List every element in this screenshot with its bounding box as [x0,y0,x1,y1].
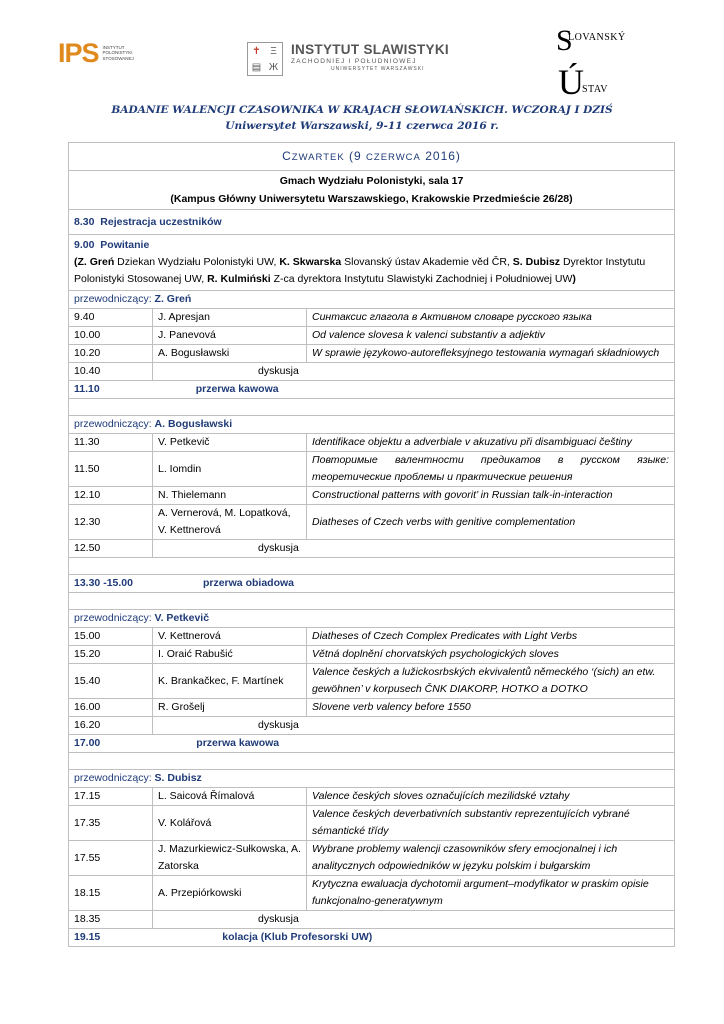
welcome-paren: ( [74,256,78,268]
welcome-paren: ) [572,273,576,285]
lunch-label: przerwa obiadowa [202,577,294,589]
registration-label: Rejestracja uczestników [100,215,222,228]
instytut-university: UNIWERSYTET WARSZAWSKI [331,66,425,72]
registration [69,210,675,235]
chair-name: A. Bogusławski [154,418,233,430]
talk-speaker: A. Przepiórkowski [153,876,307,911]
talk-title: Od valence slovesa k valenci substantiv a adjektiv [307,327,675,345]
break-label: przerwa kawowa [195,383,279,395]
break-label: przerwa kawowa [196,737,280,749]
talk-speaker: I. Oraić Rabušić [153,646,307,664]
welcome-role: Dziekan Wydziału Polonistyki UW, [114,256,280,268]
talk-title: W sprawie językowo-autorefleksyjnego testowania wymagań składniowych [307,345,675,363]
talk-title: Diatheses of Czech Complex Predicates with Light Verbs [307,628,675,646]
su-logo-line1: LOVANSKÝ [568,32,626,43]
talk-time: 10.20 [69,345,153,363]
talk-speaker: A. Vernerová, M. Lopatková, V. Kettnerová [153,505,307,540]
registration-time: 8.30 [74,215,95,228]
talk-row [69,345,675,363]
talk-title: Повторимые валентности предикатов в русском языке: теоретические проблемы и практические решения [307,452,675,487]
talk-time: 11.30 [69,434,153,452]
talk-time: 16.00 [69,699,153,717]
day-header-part: 2016) [420,148,461,163]
talk-row [69,505,675,540]
lunch-row [69,575,675,593]
discussion-row [69,911,675,929]
lunch-break [69,575,675,593]
talk-row [69,646,675,664]
welcome-name: R. Kulmiński [207,273,271,285]
discussion-time: 12.50 [69,540,153,558]
talk-time: 12.10 [69,487,153,505]
talk-speaker: V. Petkevič [153,434,307,452]
talk-speaker: A. Bogusławski [153,345,307,363]
talk-time: 15.00 [69,628,153,646]
chair-label: przewodniczący: [74,612,155,624]
talk-row [69,876,675,911]
break-time: 11.10 [74,383,100,395]
day-header-part: CZERWCA [366,151,421,163]
talk-row [69,327,675,345]
chair-row [69,770,675,788]
talk-speaker: J. Mazurkiewicz-Sułkowska, A. Zatorska [153,841,307,876]
talk-time: 15.20 [69,646,153,664]
talk-speaker: N. Thielemann [153,487,307,505]
talk-speaker: R. Grošelj [153,699,307,717]
welcome-role: Z-ca dyrektora Instytutu Slawistyki Zachodniej i Południowej UW [270,273,573,285]
coffee-break [69,735,675,753]
welcome-row [69,235,675,291]
instytut-title: INSTYTUT SLAWISTYKI [291,42,449,57]
dinner-label: kolacja (Klub Profesorski UW) [222,931,373,943]
discussion-label: dyskusja [153,717,675,735]
talk-time: 17.55 [69,841,153,876]
programme-table [68,142,675,947]
dinner [69,929,675,947]
talk-speaker: K. Brankačkec, F. Martínek [153,664,307,699]
dinner-row [69,929,675,947]
talk-title: Slovene verb valency before 1550 [307,699,675,717]
discussion-label: dyskusja [153,540,675,558]
talk-title: Valence českých a lužickosrbských ekvivalentů německého ‘(sich) an etw. gewöhnen’ v korpusech ČNK DIAKORP, HOTKO a DOTKO [307,664,675,699]
talk-time: 15.40 [69,664,153,699]
welcome-name: Z. Greń [77,256,115,268]
welcome-name: S. Dubisz [512,256,561,268]
talk-row [69,452,675,487]
talk-title: Diatheses of Czech verbs with genitive complementation [307,505,675,540]
su-logo-u: Ú [558,62,584,102]
day-header [69,143,675,171]
break-time: 17.00 [74,737,101,749]
talk-row [69,309,675,327]
welcome-role: Dyrektor Instytutu Polonistyki Stosowanej UW, [74,256,646,285]
talk-speaker: L. Saicová Římalová [153,788,307,806]
day-header-part: C [282,148,292,163]
talk-time: 10.00 [69,327,153,345]
welcome-speakers [74,254,669,288]
chair-name: Z. Greń [154,293,192,305]
welcome-time: 9.00 [74,239,95,251]
welcome-name: K. Skwarska [279,256,342,268]
chair-row [69,291,675,309]
venue-line2: (Kampus Główny Uniwersytetu Warszawskiego, Krakowskie Przedmieście 26/28) [170,193,573,205]
talk-row [69,487,675,505]
welcome-role: Slovanský ústav Akademie věd ČR, [341,256,513,268]
talk-time: 18.15 [69,876,153,911]
spacer-row [69,399,675,416]
talk-title: Valence českých sloves označujících mezilidské vztahy [307,788,675,806]
discussion-time: 16.20 [69,717,153,735]
welcome [69,235,675,291]
session-chair [69,416,675,434]
discussion-row [69,363,675,381]
talk-row [69,841,675,876]
discussion-time: 10.40 [69,363,153,381]
break-row [69,381,675,399]
chair-row [69,610,675,628]
talk-time: 17.15 [69,788,153,806]
day-header-row [69,143,675,171]
venue [69,171,675,210]
ips-logo-mark: IPS [58,38,99,68]
instytut-slawistyki-logo [247,42,449,76]
coffee-break [69,381,675,399]
talk-title: Синтаксис глагола в Активном словаре русского языка [307,309,675,327]
chair-label: przewodniczący: [74,418,155,430]
talk-title: Wybrane problemy walencji czasowników sfery emocjonalnej i ich analitycznych odpowiedników w języku polskim i bułgarskim [307,841,675,876]
registration-row [69,210,675,235]
talk-title: Krytyczna ewaluacja dychotomii argument–modyfikator w praskim opisie funkcjonalno-generatywnym [307,876,675,911]
talk-time: 11.50 [69,452,153,487]
conference-heading [0,102,724,134]
dinner-time: 19.15 [74,931,101,943]
chair-label: przewodniczący: [74,293,155,305]
chair-label: przewodniczący: [74,772,155,784]
discussion-label: dyskusja [153,911,675,929]
spacer-row [69,558,675,575]
session-chair [69,770,675,788]
welcome-label: Powitanie [100,239,150,251]
chair-name: S. Dubisz [154,772,202,784]
su-logo-s: S [556,24,573,57]
session-chair [69,291,675,309]
day-header-part: (9 [344,148,367,163]
talk-time: 17.35 [69,806,153,841]
session-chair [69,610,675,628]
talk-speaker: J. Apresjan [153,309,307,327]
discussion-row [69,717,675,735]
discussion-time: 18.35 [69,911,153,929]
slovansky-ustav-logo [556,24,626,106]
header-logos [0,18,724,102]
talk-row [69,628,675,646]
talk-speaker: V. Kettnerová [153,628,307,646]
talk-time: 9.40 [69,309,153,327]
talk-title: Valence českých deverbativních substantiv reprezentujících vybrané sémantické třídy [307,806,675,841]
conference-title: BADANIE WALENCJI CZASOWNIKA W KRAJACH SŁOWIAŃSKICH. WCZORAJ I DZIŚ [111,104,613,116]
instytut-subtitle: ZACHODNIEJ I POŁUDNIOWEJ [291,58,417,65]
ips-logo [58,38,143,68]
spacer-row [69,753,675,770]
talk-speaker: L. Iomdin [153,452,307,487]
talk-row [69,699,675,717]
day-header-part: ZWARTEK [291,151,345,163]
instytut-emblem-icon: ✝ Ξ ▤ Ж [247,42,283,76]
discussion-row [69,540,675,558]
talk-row [69,806,675,841]
conference-subtitle: Uniwersytet Warszawski, 9-11 czerwca 2016 r. [225,120,499,132]
ips-logo-text: INSTYTUT POLONISTYKI STOSOWANEJ [102,44,134,61]
chair-name: V. Petkevič [154,612,210,624]
talk-speaker: V. Kolářová [153,806,307,841]
talk-row [69,434,675,452]
talk-speaker: J. Panevová [153,327,307,345]
break-row [69,735,675,753]
talk-title: Identifikace objektu a adverbiale v akuzativu při disambiguaci češtiny [307,434,675,452]
discussion-label: dyskusja [153,363,675,381]
su-logo-line2: STAV [582,84,609,95]
lunch-time: 13.30 -15.00 [74,577,133,589]
venue-line1: Gmach Wydziału Polonistyki, sala 17 [279,175,464,187]
spacer-row [69,593,675,610]
venue-row [69,171,675,210]
talk-title: Větná doplnění chorvatských psychologických sloves [307,646,675,664]
talk-row [69,788,675,806]
chair-row [69,416,675,434]
talk-title: Constructional patterns with govorit’ in Russian talk-in-interaction [307,487,675,505]
talk-row [69,664,675,699]
talk-time: 12.30 [69,505,153,540]
